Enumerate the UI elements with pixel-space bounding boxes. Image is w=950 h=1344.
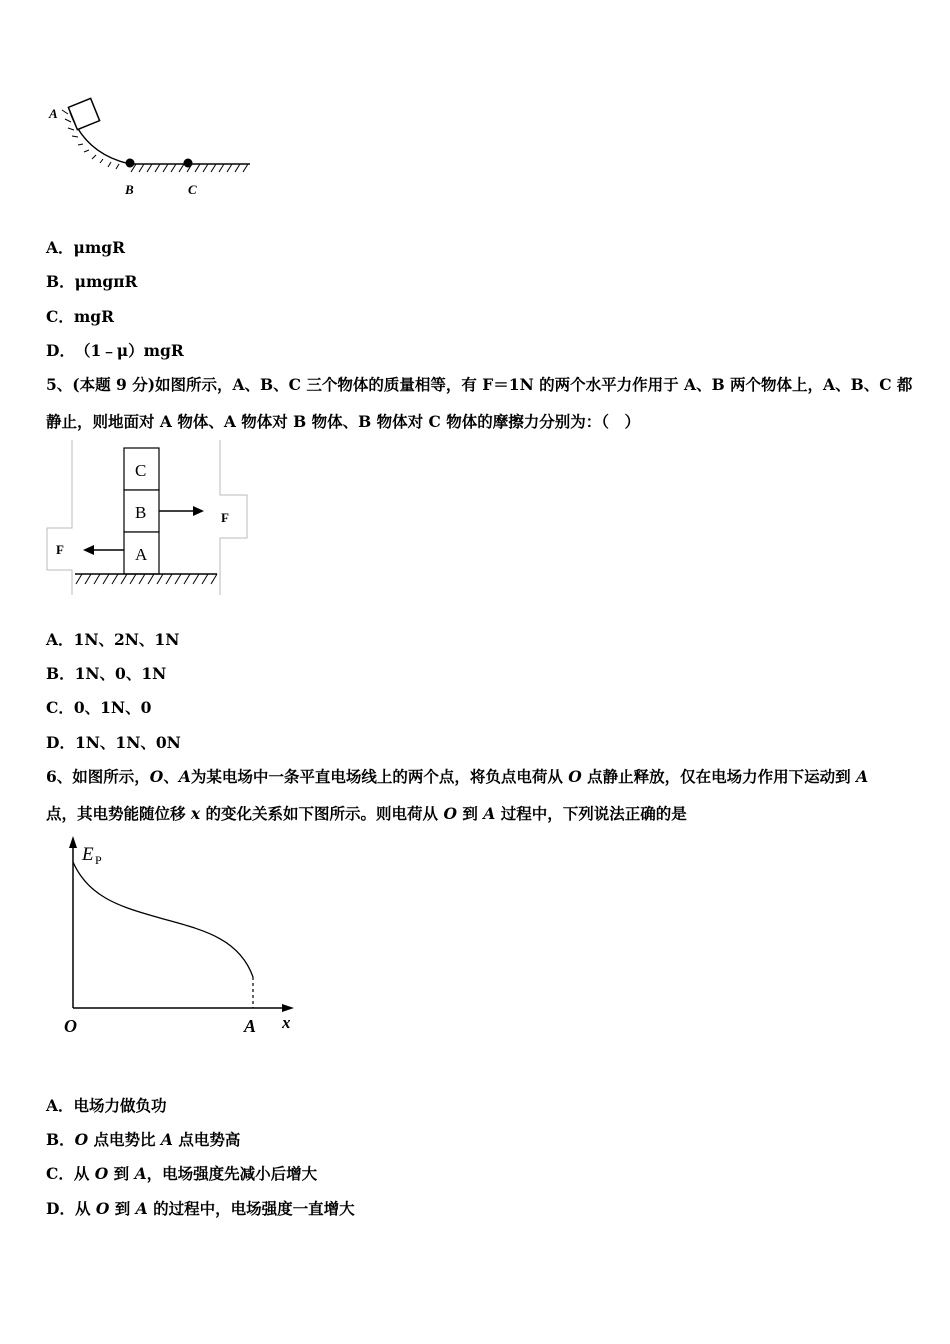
y-axis-label: E bbox=[82, 844, 94, 865]
q5-option-d: D．1N、1N、0N bbox=[46, 733, 181, 752]
stacked-blocks-figure bbox=[42, 440, 254, 600]
q6-stem-line2: 点，其电势能随位移 x 的变化关系如下图所示。则电荷从 O 到 A 过程中，下列说法正确的是 bbox=[46, 804, 687, 823]
force-label-left: F bbox=[56, 542, 64, 557]
q5-stem-line1: 5、(本题 9 分)如图所示，A、B、C 三个物体的质量相等，有 F＝1N 的两个水平力作用于 A、B 两个物体上，A、B、C 都 bbox=[46, 375, 913, 394]
x-axis-label: x bbox=[282, 1013, 291, 1032]
q4-option-d: D．（1﹣μ）mgR bbox=[46, 341, 184, 360]
potential-energy-graph bbox=[58, 834, 318, 1044]
block-a-label: A bbox=[135, 545, 148, 564]
q4-option-b: B．μmgπR bbox=[46, 272, 138, 291]
point-a-label: A bbox=[244, 1016, 257, 1036]
block-a bbox=[68, 98, 99, 129]
point-b bbox=[126, 159, 135, 168]
point-c bbox=[184, 159, 193, 168]
q6-option-a: A．电场力做负功 bbox=[46, 1096, 167, 1115]
q5-stem-line2: 静止，则地面对 A 物体、A 物体对 B 物体、B 物体对 C 物体的摩擦力分别为：（ ） bbox=[46, 412, 641, 431]
y-axis-subscript: P bbox=[95, 853, 102, 867]
q4-option-c: C．mgR bbox=[46, 307, 114, 326]
block-c-label: C bbox=[135, 461, 147, 480]
label-c: C bbox=[188, 182, 197, 197]
q4-option-a: A．μmgR bbox=[46, 238, 125, 257]
q5-option-c: C．0、1N、0 bbox=[46, 698, 152, 717]
q6-option-c: C．从 O 到 A，电场强度先减小后增大 bbox=[46, 1164, 318, 1183]
q6-stem-line1: 6、如图所示，O、A为某电场中一条平直电场线上的两个点，将负点电荷从 O 点静止释放，仅在电场力作用下运动到 A bbox=[46, 767, 869, 786]
q6-option-b: B．O 点电势比 A 点电势高 bbox=[46, 1130, 241, 1149]
block-b-label: B bbox=[135, 503, 147, 522]
label-a: A bbox=[49, 106, 58, 121]
track-figure bbox=[40, 92, 300, 202]
force-label-right: F bbox=[221, 510, 229, 525]
q6-option-d: D．从 O 到 A 的过程中，电场强度一直增大 bbox=[46, 1199, 355, 1218]
q5-option-a: A．1N、2N、1N bbox=[46, 630, 180, 649]
ep-curve bbox=[73, 862, 253, 977]
q5-option-b: B．1N、0、1N bbox=[46, 664, 167, 683]
origin-label: O bbox=[64, 1016, 77, 1036]
label-b: B bbox=[125, 182, 134, 197]
